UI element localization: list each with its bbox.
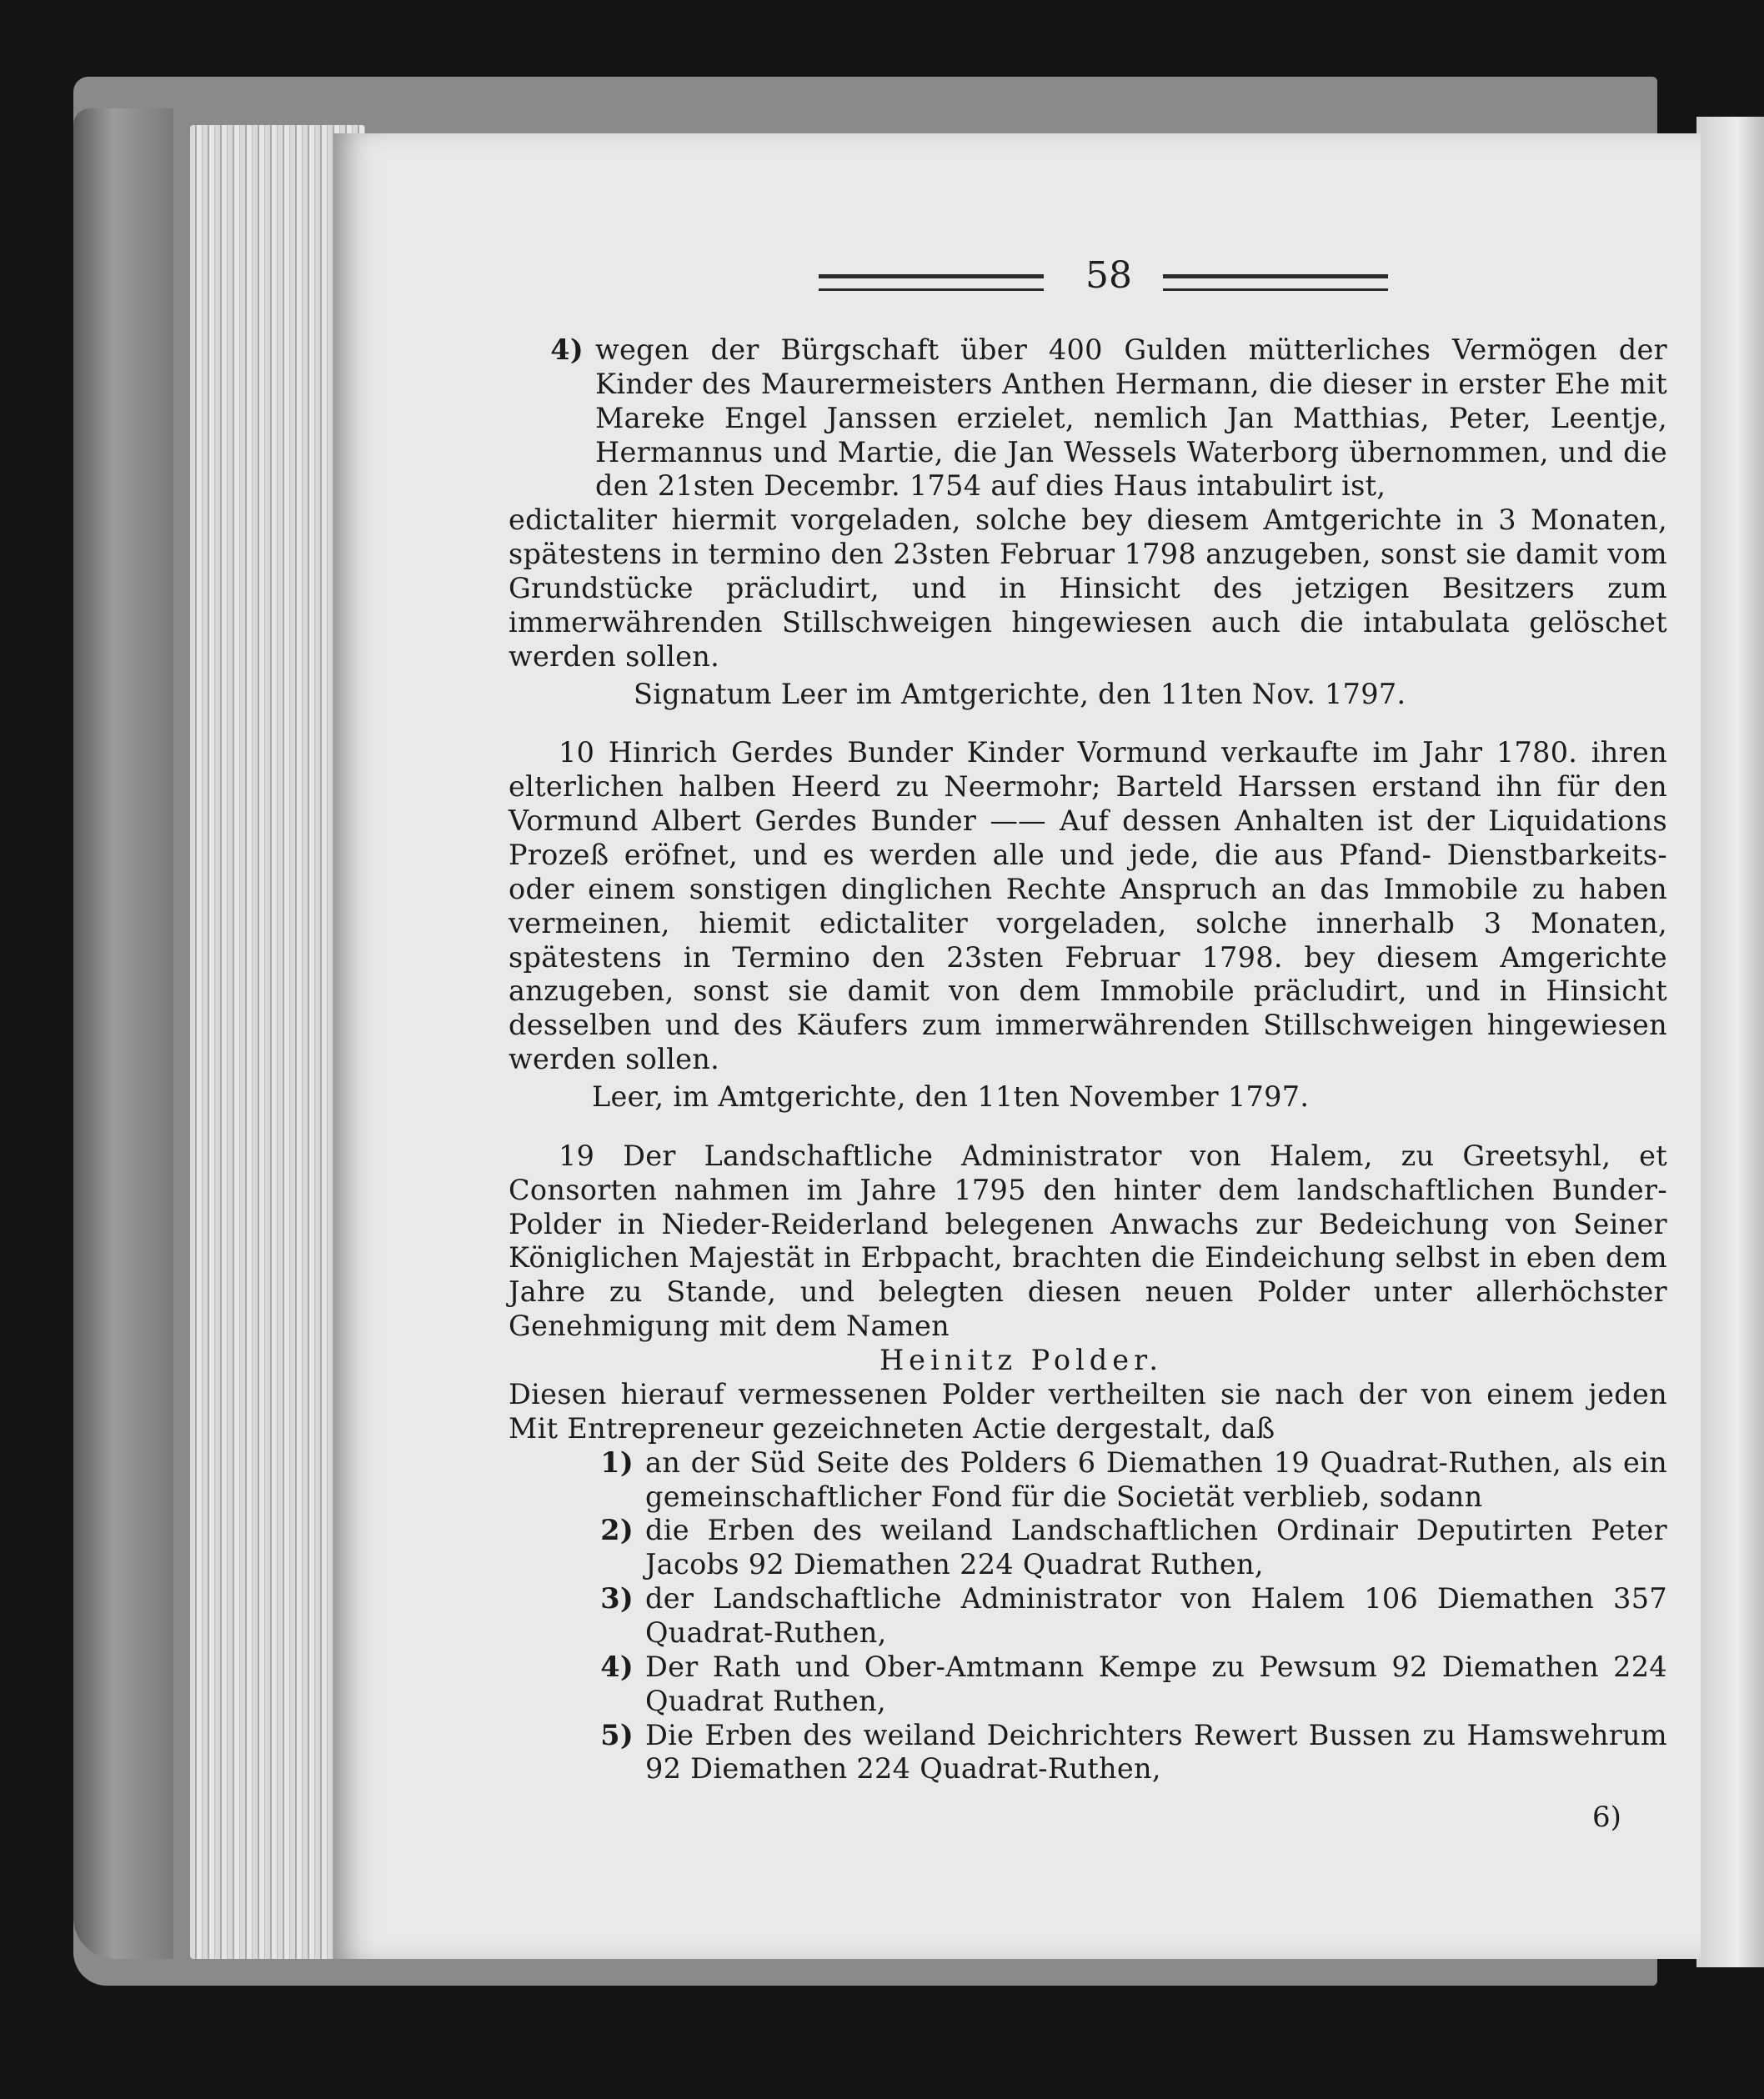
list-item-text: Der Rath und Ober-Amtmann Kempe zu Pewsum 92 Diemathen 224 Quadrat Ruthen, [645, 1650, 1667, 1717]
list-item-text: die Erben des weiland Landschaftlichen Ordinair Deputirten Peter Jacobs 92 Diemathen 224 Quadrat Ruthen, [645, 1514, 1667, 1581]
page-number: 58 [1085, 254, 1132, 297]
paragraph-1: edictaliter hiermit vorgeladen, solche bey diesem Amtgerichte in 3 Monaten, spätestens in termino den 23sten Februar 1798 anzugeben, sonst sie damit vom Grundstücke präcludirt, und in Hinsicht des jetzigen Besitzers zum immerwährenden Stillschweigen hingewiesen auch die intabulata gelöschet werden sollen. [509, 503, 1667, 673]
list-item-number: 5) [600, 1718, 634, 1751]
spacer [509, 711, 1667, 736]
list-item [575, 1446, 1667, 1515]
item-4-text: wegen der Bürgschaft über 400 Gulden mütterliches Vermögen der Kinder des Maurermeisters Anthen Hermann, die dieser in erster Ehe mit Mareke Engel Janssen erzielet, nemlich Jan Matthias, Peter, Leentje, Hermannus und Martie, die Jan Wessels Waterborg übernommen, und die den 21sten Decembr. 1754 auf dies Haus intabulirt ist, [595, 333, 1667, 503]
list-item [575, 1719, 1667, 1787]
list-item-number: 2) [600, 1514, 634, 1547]
list-item-number: 4) [600, 1650, 634, 1683]
book-spine [73, 108, 173, 1959]
book-page [333, 133, 1701, 1959]
paragraph-4: Diesen hierauf vermessenen Polder vertheilten sie nach der von einem jeden Mit Entrepreneur gezeichneten Actie dergestalt, daß [509, 1377, 1667, 1445]
allotment-list [575, 1446, 1667, 1787]
paragraph-3: 19 Der Landschaftliche Administrator von Halem, zu Greetsyhl, et Consorten nahmen im Jahre 1795 den hinter dem landschaftlichen Bunder-Polder in Nieder-Reiderland belegenen Anwachs zur Bedeichung von Seiner Königlichen Majestät in Erbpacht, brachten die Eindeichung selbst in eben dem Jahre zu Stande, und belegten diesen neuen Polder unter allerhöchster Genehmigung mit dem Namen [509, 1139, 1667, 1343]
list-item [575, 1514, 1667, 1582]
list-item-number: 3) [600, 1582, 634, 1616]
list-item-text: Die Erben des weiland Deichrichters Rewert Bussen zu Hamswehrum 92 Diemathen 224 Quadrat-Ruthen, [645, 1718, 1667, 1786]
item-4-number: 4) [550, 333, 584, 366]
list-item-text: an der Süd Seite des Polders 6 Diemathen 19 Quadrat-Ruthen, als ein gemeinschaftlicher Fond für die Societät verblieb, sodann [645, 1445, 1667, 1513]
spacer [509, 1115, 1667, 1140]
paragraph-2: 10 Hinrich Gerdes Bunder Kinder Vormund verkaufte im Jahr 1780. ihren elterlichen halben Heerd zu Neermohr; Barteld Harssen erstand ihn für den Vormund Albert Gerdes Bunder —— Auf dessen Anhalten ist der Liquidations Prozeß eröfnet, und es werden alle und jede, die aus Pfand- Dienstbarkeits- oder einem sonstigen dinglichen Rechte Anspruch an das Immobile zu haben vermeinen, hiemit edictaliter vorgeladen, solche innerhalb 3 Monaten, spätestens in Termino den 23sten Februar 1798. bey diesem Amgerichte anzugeben, sonst sie damit von dem Immobile präcludirt, und in Hinsicht desselben und des Käufers zum immerwährenden Stillschweigen hingewiesen werden sollen. [509, 736, 1667, 1076]
header-rule-right [1163, 274, 1388, 291]
list-item [575, 1651, 1667, 1719]
list-item-text: der Landschaftliche Administrator von Halem 106 Diemathen 357 Quadrat-Ruthen, [645, 1582, 1667, 1649]
page-header [333, 254, 1701, 304]
facing-page-edge [1696, 117, 1764, 1967]
header-rule-left [819, 274, 1044, 291]
page-text [509, 333, 1667, 1786]
signature-1: Signatum Leer im Amtgerichte, den 11ten Nov. 1797. [634, 677, 1406, 710]
list-item-number: 1) [600, 1445, 634, 1479]
signature-2: Leer, im Amtgerichte, den 11ten November 1797. [592, 1080, 1310, 1114]
list-item [575, 1582, 1667, 1651]
item-4 [509, 333, 1667, 503]
catchword: 6) [1592, 1801, 1621, 1834]
polder-name: Heinitz Polder. [879, 1344, 1164, 1377]
